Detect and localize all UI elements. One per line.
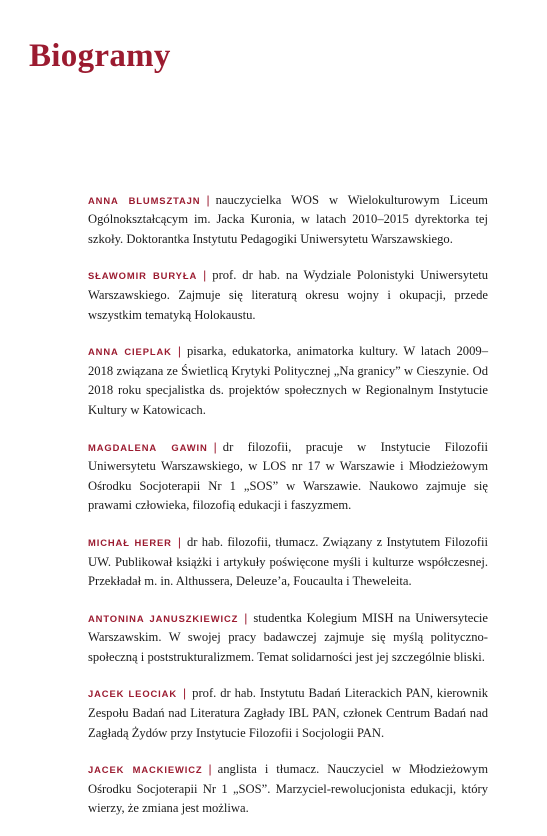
biography-text: pisarka, edukatorka, animatorka kultury. W latach 2009–2018 związana ze Świetlicą Krytyki Politycznej „Na granicy” w Cieszynie. Od 2018 roku specjalistka ds. projektów społecznych w Regionalnym Instytucie Kultury w Katowicach.	[88, 344, 488, 417]
biography-text: studentka Kolegium MISH na Uniwersytecie Warszawskim. W swojej pracy badawczej zajmuje się myślą polityczno-społeczną i poststrukturalizmem. Temat solidarności jest jej szczególnie bliski.	[88, 610, 488, 664]
separator: |	[213, 439, 217, 454]
biography-name: SŁAWOMIR BURYŁA	[88, 270, 198, 282]
biography-text: prof. dr hab. Instytutu Badań Literackich PAN, kierownik Zespołu Badań nad Literatura Zagłady IBL PAN, członek Centrum Badań nad Zagładą Żydów przy Instytucie Filozofii i Socjologii PAN.	[88, 686, 488, 740]
biography-text: dr filozofii, pracuje w Instytucie Filozofii Uniwersytetu Warszawskiego, w LOS nr 17 w Warszawie i Młodzieżowym Ośrodku Socjoterapii Nr 1 „SOS” w Warszawie. Naukowo zajmuje się prawami człowieka, filozofią edukacji i faszyzmem.	[88, 439, 488, 513]
biography-entry	[88, 609, 488, 668]
biography-list	[88, 178, 488, 836]
biography-entry	[88, 191, 488, 250]
biography-name: ANNA BLUMSZTAJN	[88, 194, 201, 206]
biography-name: MICHAŁ HERER	[88, 536, 172, 548]
biography-text: dr hab. filozofii, tłumacz. Związany z Instytutem Filozofii UW. Publikował książki i artykuły poświęcone myśli i kulturze współczesnej. Przekładał m. in. Althussera, Deleuze’a, Foucaulta i Theweleita.	[88, 534, 488, 589]
separator: |	[208, 762, 212, 777]
biography-entry	[88, 684, 488, 743]
separator: |	[203, 268, 207, 283]
biography-name: MAGDALENA GAWIN	[88, 441, 208, 453]
page-title: Biogramy	[29, 38, 171, 74]
biography-text: prof. dr hab. na Wydziale Polonistyki Uniwersytetu Warszawskiego. Zajmuje się literaturą okresu wojny i okupacji, przede wszystkim tematyką Holokaustu.	[88, 268, 489, 322]
biography-entry	[88, 266, 488, 325]
biography-name: JACEK MACKIEWICZ	[88, 764, 203, 776]
biography-entry	[88, 342, 488, 420]
separator: |	[177, 344, 181, 359]
biography-entry	[88, 438, 488, 516]
biography-entry	[88, 533, 488, 592]
biography-entry	[88, 760, 488, 819]
biography-name: JACEK LEOCIAK	[88, 688, 178, 700]
biography-name: ANTONINA JANUSZKIEWICZ	[88, 612, 239, 624]
biography-text: anglista i tłumacz. Nauczyciel w Młodzieżowym Ośrodku Socjoterapii Nr 1 „SOS”. Marzyciel-rewolucjonista edukacji, który wierzy, że zmiana jest możliwa.	[88, 762, 488, 816]
separator: |	[244, 610, 248, 625]
separator: |	[183, 686, 187, 701]
separator: |	[177, 534, 181, 549]
biography-name: ANNA CIEPLAK	[88, 346, 172, 358]
biography-text: nauczycielka WOS w Wielokulturowym Liceum Ogólnokształcącym im. Jacka Kuronia, w latach 2010–2015 dyrektorka tej szkoły. Doktorantka Instytutu Pedagogiki Uniwersytetu Warszawskiego.	[88, 192, 488, 246]
separator: |	[206, 192, 210, 207]
